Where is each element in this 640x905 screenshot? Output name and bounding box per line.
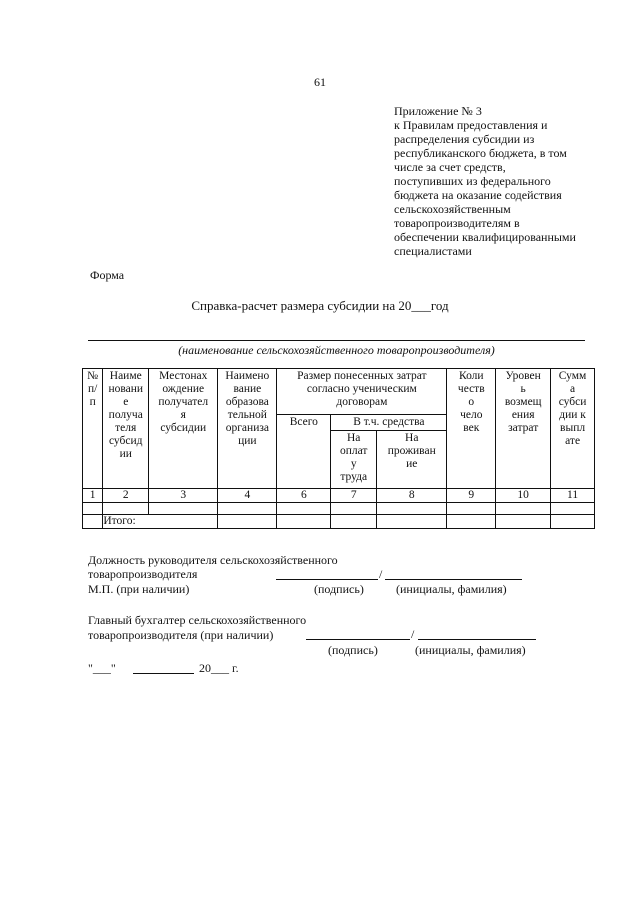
col-number: 3 bbox=[149, 489, 218, 503]
accountant-name-caption: (инициалы, фамилия) bbox=[415, 643, 526, 657]
appendix-block bbox=[394, 104, 604, 258]
appendix-line: специалистами bbox=[394, 244, 472, 258]
head-name-line bbox=[385, 579, 522, 580]
header-including: В т.ч. средства bbox=[331, 415, 447, 431]
appendix-line: республиканского бюджета, в том bbox=[394, 146, 567, 160]
accountant-sign-caption: (подпись) bbox=[328, 643, 378, 657]
col-number: 7 bbox=[331, 489, 377, 503]
org-name-line bbox=[88, 340, 585, 341]
header-reimbursement-level: Уровен ь возмещ ения затрат bbox=[496, 369, 551, 489]
accountant-signature-line bbox=[306, 639, 410, 640]
col-number: 9 bbox=[447, 489, 496, 503]
col-number: 1 bbox=[83, 489, 103, 503]
head-sign-caption: (подпись) bbox=[314, 582, 364, 596]
date-year: 20___ г. bbox=[199, 661, 239, 675]
accountant-position: Главный бухгалтер сельскохозяйственного bbox=[88, 613, 307, 627]
total-row bbox=[83, 515, 595, 529]
header-living: На проживан ие bbox=[377, 431, 447, 489]
total-label: Итого: bbox=[103, 515, 218, 529]
col-number: 8 bbox=[377, 489, 447, 503]
appendix-line: сельскохозяйственным bbox=[394, 202, 511, 216]
col-number: 11 bbox=[551, 489, 595, 503]
subsidy-table bbox=[82, 368, 595, 529]
table-row bbox=[83, 503, 595, 515]
slash: / bbox=[411, 627, 415, 641]
head-name-caption: (инициалы, фамилия) bbox=[396, 582, 507, 596]
head-position-cont: товаропроизводителя bbox=[88, 567, 198, 581]
header-count: Коли честв о чело век bbox=[447, 369, 496, 489]
column-numbers-row bbox=[83, 489, 595, 503]
accountant-position-cont: товаропроизводителя (при наличии) bbox=[88, 628, 274, 642]
header-total: Всего bbox=[277, 415, 331, 489]
appendix-line: бюджета на оказание содействия bbox=[394, 188, 562, 202]
col-number: 2 bbox=[103, 489, 149, 503]
header-edu-org: Наимено вание образова тельной организа ции bbox=[218, 369, 277, 489]
stamp-label: М.П. (при наличии) bbox=[88, 582, 190, 596]
head-signature-line bbox=[276, 579, 378, 580]
appendix-line: к Правилам предоставления и bbox=[394, 118, 548, 132]
date-month-line bbox=[133, 673, 194, 674]
page-number: 61 bbox=[314, 75, 326, 89]
appendix-line: обеспечении квалифицированными bbox=[394, 230, 576, 244]
appendix-line: поступивших из федерального bbox=[394, 174, 551, 188]
head-position: Должность руководителя сельскохозяйственного bbox=[88, 553, 338, 567]
form-label: Форма bbox=[90, 268, 125, 282]
slash: / bbox=[379, 567, 383, 581]
accountant-name-line bbox=[418, 639, 536, 640]
header-recipient-location: Местонах ождение получател я субсидии bbox=[149, 369, 218, 489]
appendix-line: числе за счет средств, bbox=[394, 160, 506, 174]
appendix-line: товаропроизводителям в bbox=[394, 216, 520, 230]
col-number: 4 bbox=[218, 489, 277, 503]
date-day: "___" bbox=[88, 661, 116, 675]
org-name-caption: (наименование сельскохозяйственного товаропроизводителя) bbox=[178, 343, 495, 357]
header-costs: Размер понесенных затрат согласно ученическим договорам bbox=[277, 369, 447, 415]
header-num: № п/ п bbox=[83, 369, 103, 489]
header-pay: На оплат у труда bbox=[331, 431, 377, 489]
appendix-line: Приложение № 3 bbox=[394, 104, 482, 118]
header-subsidy-sum: Сумм а субси дии к выпл ате bbox=[551, 369, 595, 489]
appendix-line: распределения субсидии из bbox=[394, 132, 535, 146]
col-number: 10 bbox=[496, 489, 551, 503]
header-recipient-name: Наиме новани е получа теля субсид ии bbox=[103, 369, 149, 489]
document-title: Справка-расчет размера субсидии на 20___год bbox=[191, 298, 449, 313]
col-number: 6 bbox=[277, 489, 331, 503]
